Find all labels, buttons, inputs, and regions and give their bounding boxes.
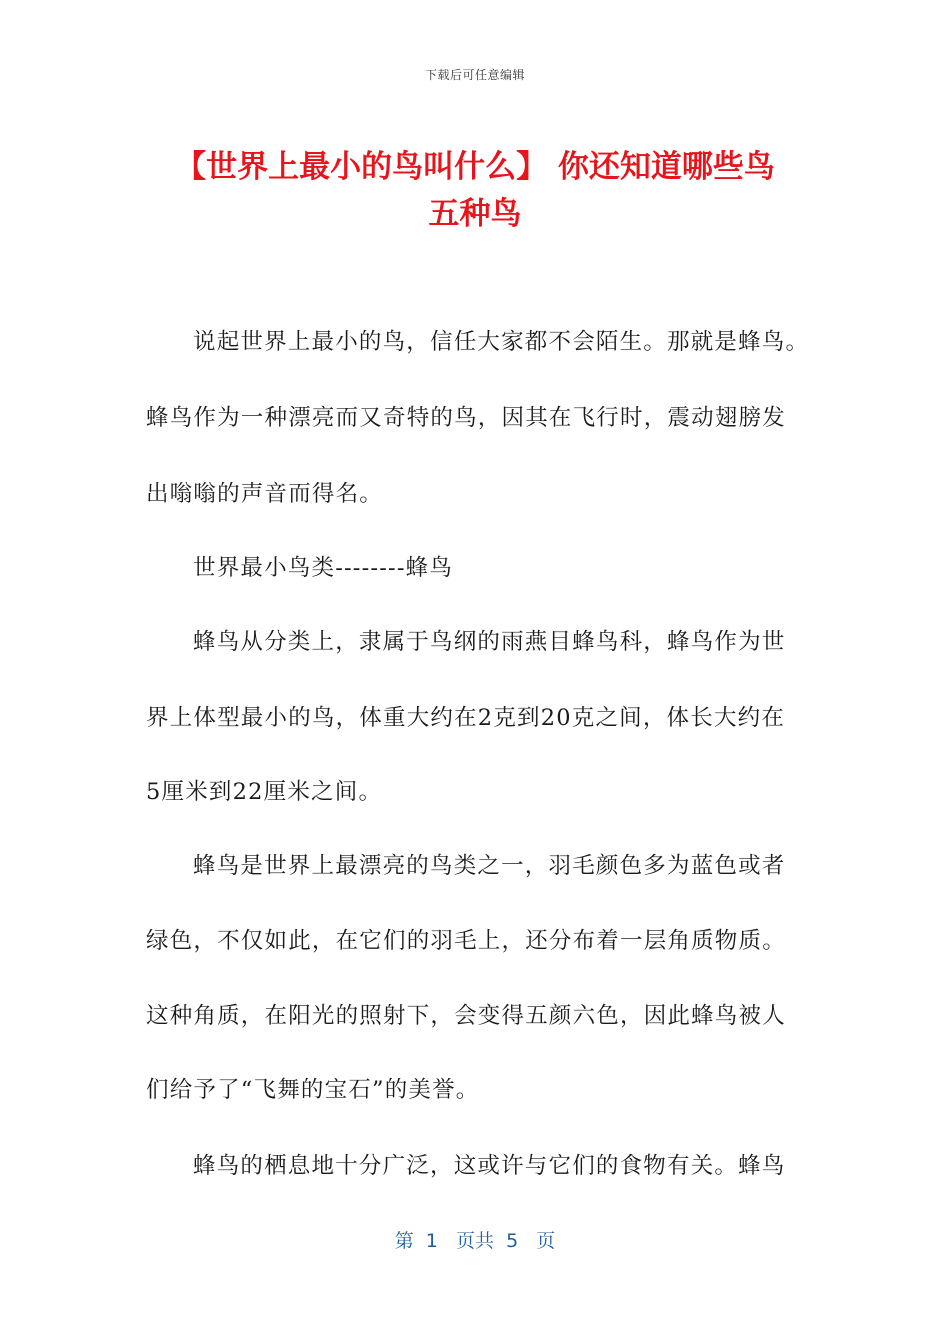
paragraph-line: 这种角质，在阳光的照射下，会变得五颜六色，因此蜂鸟被人 bbox=[146, 1003, 786, 1029]
paragraph-line: 绿色，不仅如此，在它们的羽毛上，还分布着一层角质物质。 bbox=[146, 928, 786, 954]
section-heading: 世界最小鸟类--------蜂鸟 bbox=[193, 555, 454, 581]
page-footer: 第 1 页共 5 页 bbox=[394, 1230, 556, 1252]
title-line-1: 【世界上最小的鸟叫什么】 你还知道哪些鸟 bbox=[175, 149, 775, 185]
title-line-2: 五种鸟 bbox=[428, 196, 522, 232]
paragraph-line: 蜂鸟从分类上，隶属于鸟纲的雨燕目蜂鸟科，蜂鸟作为世 bbox=[193, 629, 786, 655]
paragraph-line: 说起世界上最小的鸟，信任大家都不会陌生。那就是蜂鸟。 bbox=[193, 329, 810, 355]
paragraph-line: 蜂鸟作为一种漂亮而又奇特的鸟，因其在飞行时，震动翅膀发 bbox=[146, 405, 786, 431]
paragraph-line: 们给予了“飞舞的宝石”的美誉。 bbox=[146, 1077, 480, 1103]
document-title bbox=[140, 144, 810, 238]
paragraph-line: 出嗡嗡的声音而得名。 bbox=[146, 481, 384, 507]
paragraph-line: 5厘米到22厘米之间。 bbox=[146, 779, 383, 805]
header-note: 下载后可任意编辑 bbox=[424, 68, 525, 82]
paragraph-line: 蜂鸟的栖息地十分广泛，这或许与它们的食物有关。蜂鸟 bbox=[193, 1153, 786, 1179]
paragraph-line: 界上体型最小的鸟，体重大约在2克到20克之间，体长大约在 bbox=[146, 705, 786, 731]
paragraph-line: 蜂鸟是世界上最漂亮的鸟类之一，羽毛颜色多为蓝色或者 bbox=[193, 853, 786, 879]
